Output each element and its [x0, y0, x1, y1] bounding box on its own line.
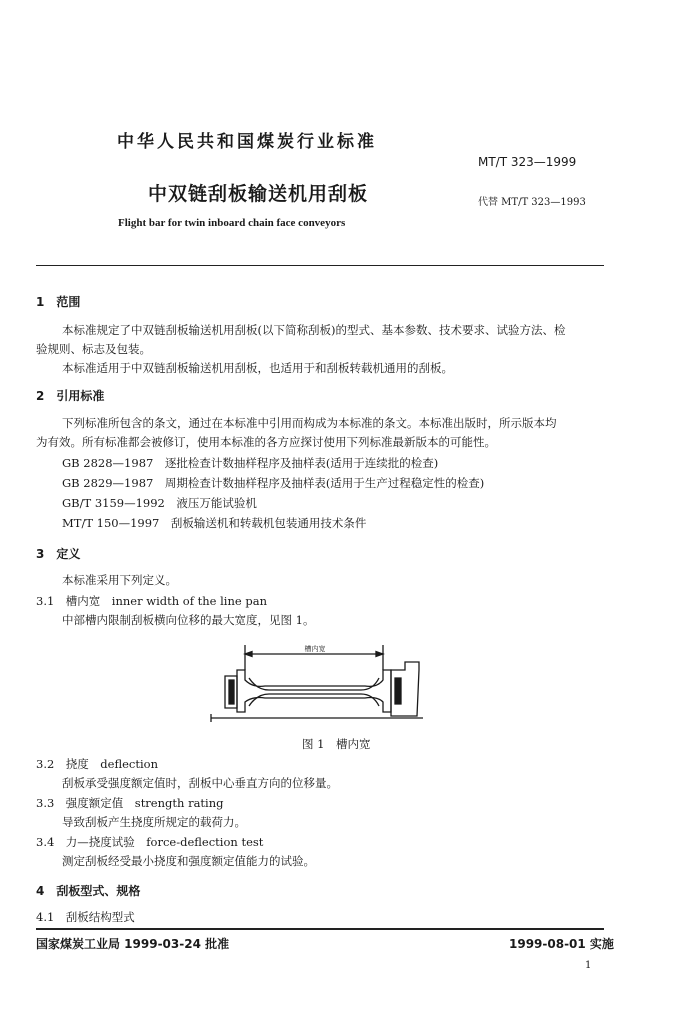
section-4-heading: 4 刮板型式、规格 — [36, 884, 141, 898]
footer-divider — [36, 928, 604, 930]
reference-item: GB 2828—1987 逐批检查计数抽样程序及抽样表(适用于连续批的检查) — [62, 456, 439, 470]
standard-code: MT/T 323—1999 — [478, 155, 577, 169]
definition-3-3-title: 3.3 强度额定值 strength rating — [36, 796, 224, 810]
reference-item: MT/T 150—1997 刮板输送机和转载机包装通用技术条件 — [62, 516, 367, 530]
english-title: Flight bar for twin inboard chain face conveyors — [118, 217, 346, 229]
definition-3-4-body: 测定刮板经受最小挠度和强度额定值能力的试验。 — [62, 854, 315, 868]
page-number: 1 — [585, 960, 592, 971]
section-3-heading: 3 定义 — [36, 547, 81, 561]
section-1-paragraph-2: 本标准适用于中双链刮板输送机用刮板，也适用于和刮板转载机通用的刮板。 — [62, 361, 453, 375]
right-chain-link — [395, 678, 401, 704]
section-2-heading: 2 引用标准 — [36, 389, 105, 403]
left-chain-link — [229, 680, 234, 704]
reference-item: GB/T 3159—1992 液压万能试验机 — [62, 496, 257, 510]
figure-1-inner-width-diagram — [205, 640, 445, 724]
definition-3-4-title: 3.4 力—挠度试验 force-deflection test — [36, 835, 264, 849]
header-divider — [36, 265, 604, 266]
upper-groove — [249, 678, 379, 690]
document-title: 中双链刮板输送机用刮板 — [148, 183, 369, 205]
section-2-paragraph: 下列标准所包含的条文，通过在本标准中引用而构成为本标准的条文。本标准出版时，所示版本均 — [62, 416, 557, 430]
section-1-paragraph-1: 本标准规定了中双链刮板输送机用刮板(以下简称刮板)的型式、基本参数、技术要求、试验方法、检 — [62, 323, 566, 337]
definition-3-1-title: 3.1 槽内宽 inner width of the line pan — [36, 594, 267, 608]
definition-3-1-body: 中部槽内限制刮板横向位移的最大宽度，见图 1。 — [62, 613, 315, 627]
section-3-intro: 本标准采用下列定义。 — [62, 573, 177, 587]
dimension-label: 槽内宽 — [304, 645, 326, 653]
approval-date: 国家煤炭工业局 1999-03-24 批准 — [36, 937, 230, 951]
effective-date: 1999-08-01 实施 — [509, 937, 614, 951]
figure-1-caption: 图 1 槽内宽 — [302, 737, 371, 751]
replaces-note: 代替 MT/T 323—1993 — [478, 197, 586, 208]
definition-3-3-body: 导致刮板产生挠度所规定的载荷力。 — [62, 815, 246, 829]
definition-3-2-title: 3.2 挠度 deflection — [36, 757, 159, 771]
definition-3-2-body: 刮板承受强度额定值时，刮板中心垂直方向的位移量。 — [62, 776, 338, 790]
section-1-paragraph-1-cont: 验规则、标志及包装。 — [36, 342, 151, 356]
standard-category-title: 中华人民共和国煤炭行业标准 — [117, 132, 377, 152]
dimension-arrow-right — [376, 652, 383, 657]
flight-bar-profile — [237, 670, 391, 712]
dimension-arrow-left — [245, 652, 252, 657]
reference-item: GB 2829—1987 周期检查计数抽样程序及抽样表(适用于生产过程稳定性的检查) — [62, 476, 485, 490]
section-2-paragraph-cont: 为有效。所有标准都会被修订，使用本标准的各方应探讨使用下列标准最新版本的可能性。 — [36, 435, 496, 449]
lower-groove — [249, 694, 379, 706]
section-1-heading: 1 范围 — [36, 295, 81, 309]
subsection-4-1-title: 4.1 刮板结构型式 — [36, 910, 135, 924]
